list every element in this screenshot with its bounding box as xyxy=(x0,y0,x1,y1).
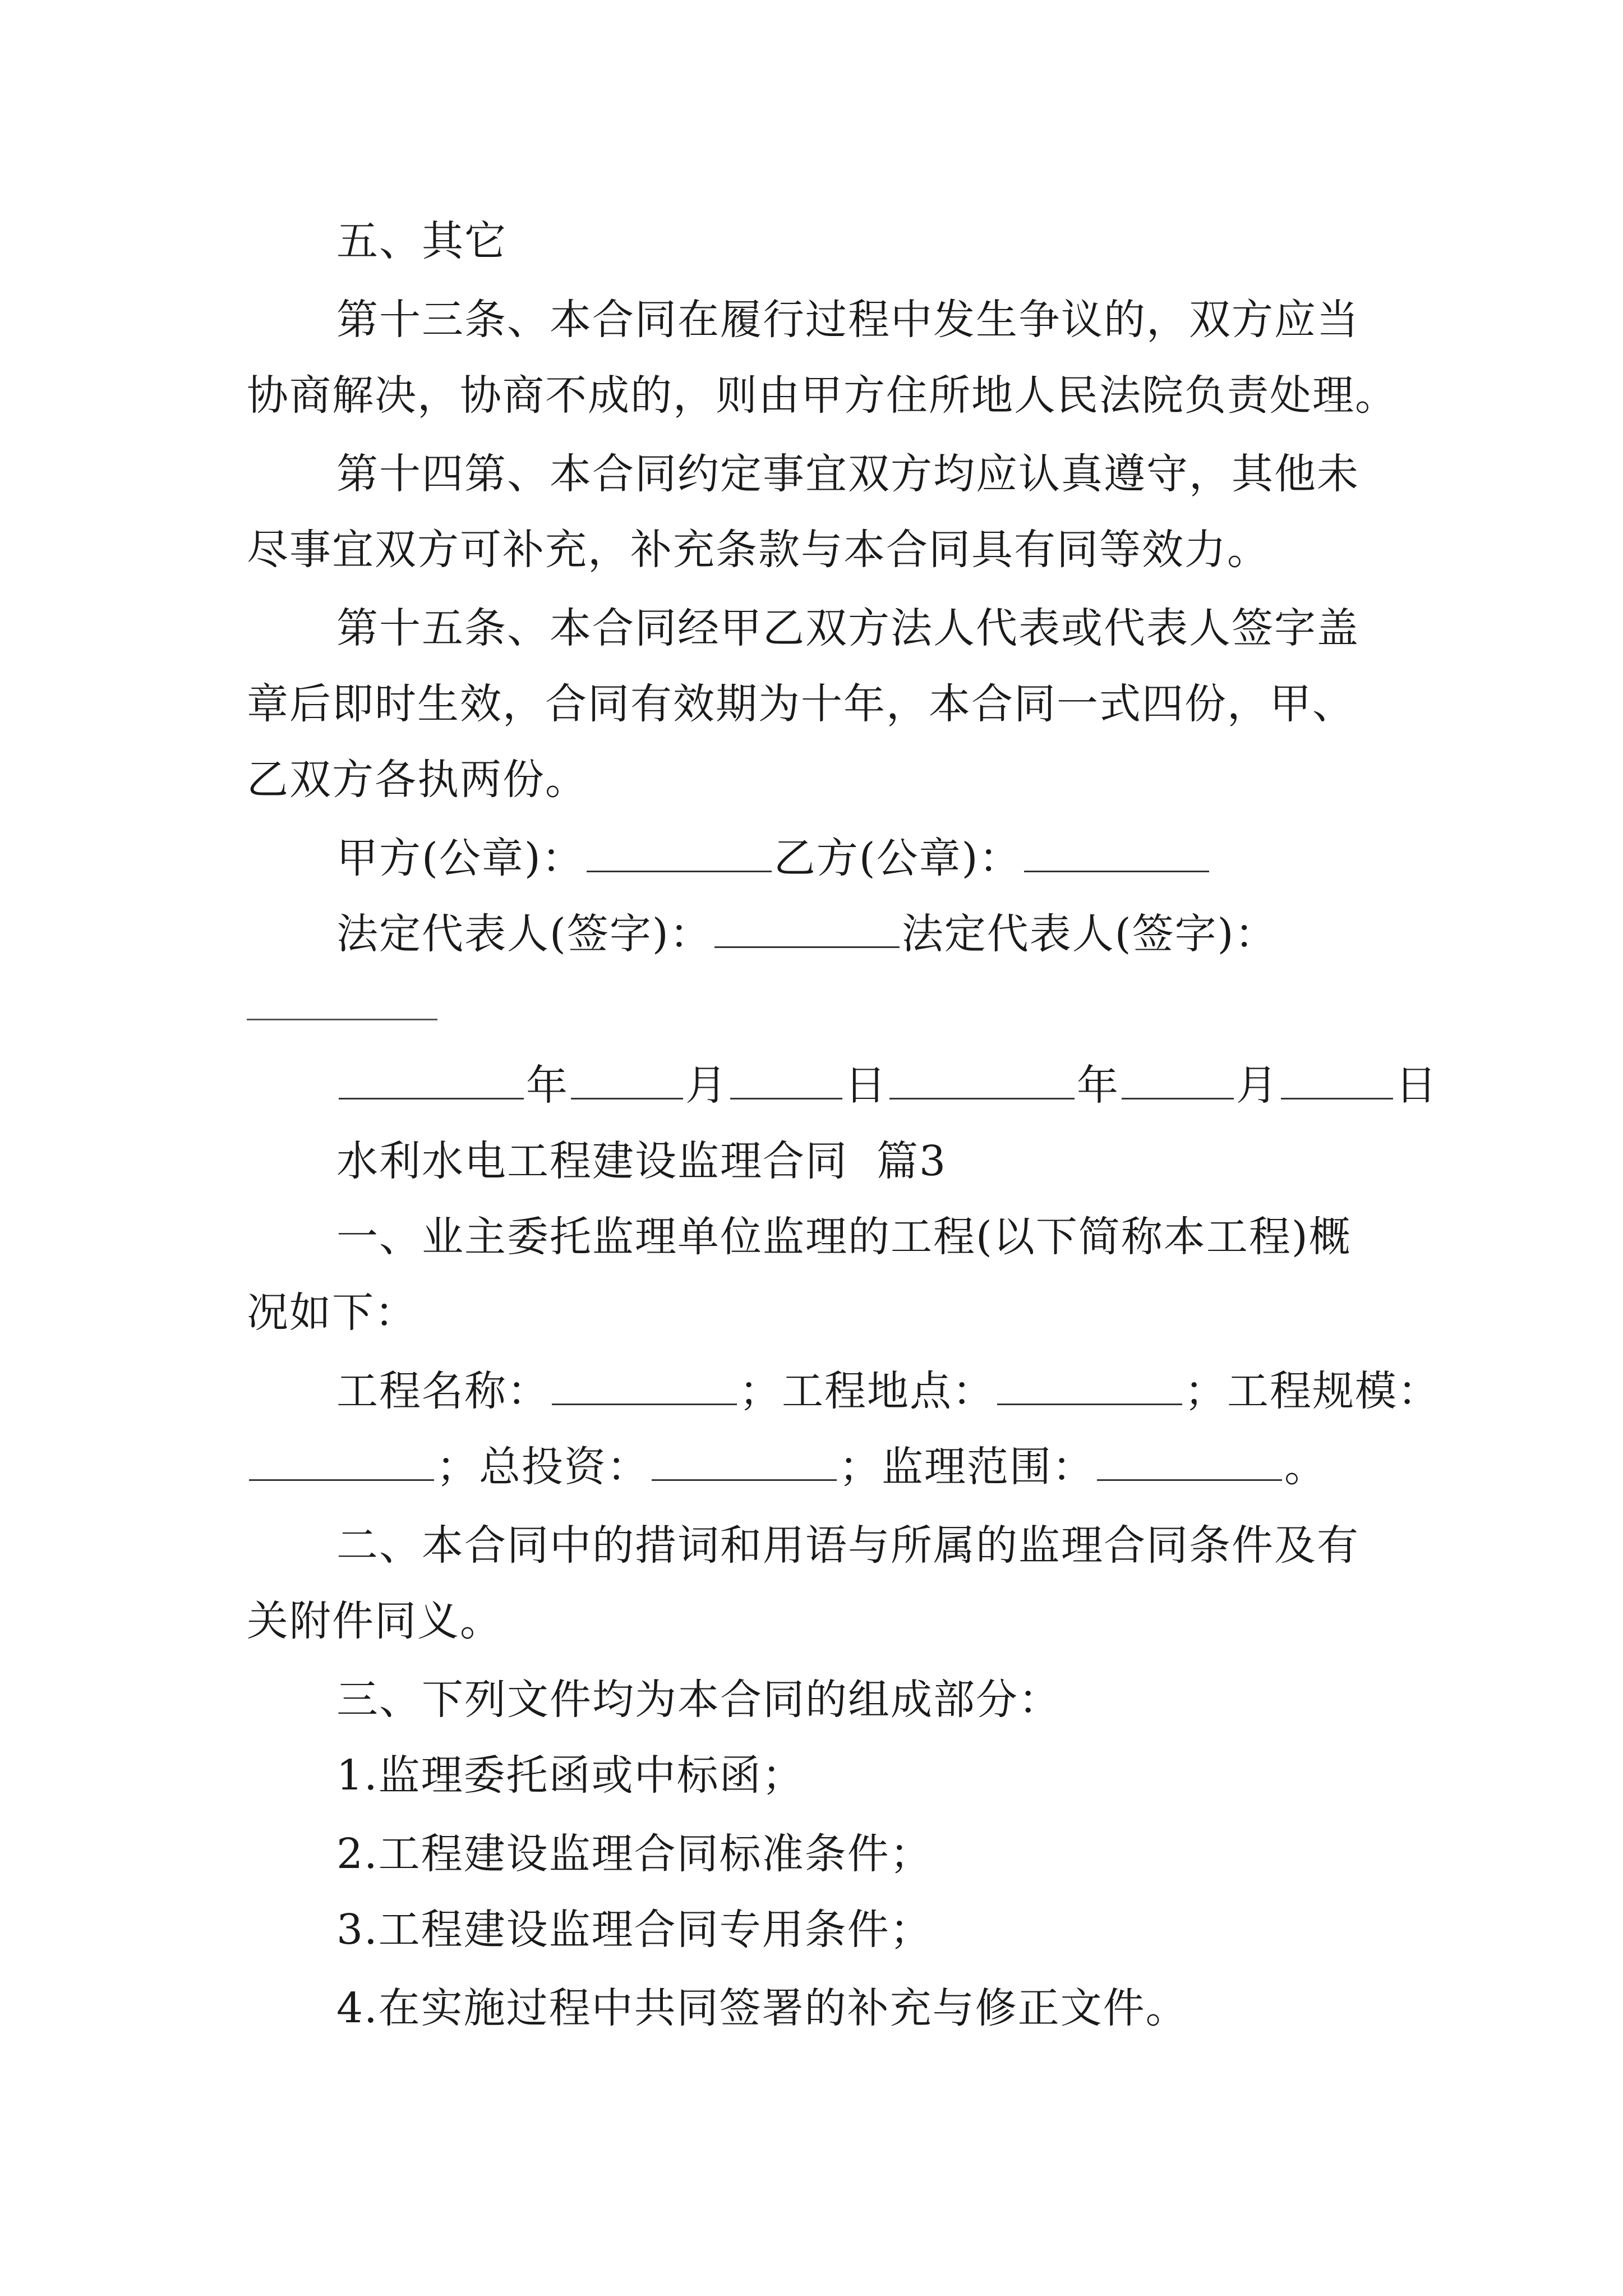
party-b-seal-blank xyxy=(1024,837,1209,872)
date-b-month-blank xyxy=(1122,1064,1234,1099)
date-a-year-blank xyxy=(339,1064,524,1099)
contract-3-item-2-line-1: 二、本合同中的措词和用语与所属的监理合同条件及有 xyxy=(336,1521,1359,1570)
doc-list-item: 1.监理委托函或中标函； xyxy=(336,1751,805,1800)
seal-line xyxy=(336,830,1211,886)
legal-rep-a-label: 法定代表人(签字)： xyxy=(336,910,712,958)
legal-rep-b-label: 法定代表人(签字)： xyxy=(901,910,1278,958)
date-a-day-blank xyxy=(730,1064,842,1099)
project-location-blank xyxy=(997,1370,1182,1405)
article-14-line-1: 第十四第、本合同约定事宜双方均应认真遵守，其他未 xyxy=(336,450,1359,498)
date-b-year: 年 xyxy=(1077,1061,1119,1110)
legal-rep-a-blank xyxy=(714,913,900,948)
contract-3-item-1-line-2: 况如下： xyxy=(247,1289,417,1337)
date-a-day: 日 xyxy=(845,1061,887,1110)
total-investment-blank xyxy=(652,1446,837,1481)
contract-3-item-3: 三、下列文件均为本合同的组成部分： xyxy=(336,1676,1061,1724)
project-name-label: 工程名称： xyxy=(336,1367,550,1415)
article-14-line-2: 尽事宜双方可补充，补充条款与本合同具有同等效力。 xyxy=(247,526,1270,574)
total-investment-label: ；总投资： xyxy=(436,1443,649,1491)
party-a-seal-blank xyxy=(587,837,772,872)
date-a-year: 年 xyxy=(526,1061,569,1110)
article-13-line-1: 第十三条、本合同在履行过程中发生争议的，双方应当 xyxy=(336,296,1359,344)
doc-list-item: 2.工程建设监理合同标准条件； xyxy=(336,1830,933,1878)
date-a-month-blank xyxy=(571,1064,683,1099)
project-scale-label: ；工程规模： xyxy=(1184,1367,1440,1415)
article-15-line-2: 章后即时生效，合同有效期为十年，本合同一式四份，甲、 xyxy=(247,680,1355,728)
legal-rep-b-blank xyxy=(247,1018,437,1020)
article-15-line-1: 第十五条、本合同经甲乙双方法人代表或代表人签字盖 xyxy=(336,604,1359,652)
date-a-month: 月 xyxy=(685,1061,728,1110)
party-a-seal-label: 甲方(公章)： xyxy=(336,834,584,882)
date-b-month: 月 xyxy=(1236,1061,1279,1110)
legal-rep-line xyxy=(336,906,1278,962)
project-info-line-1 xyxy=(336,1363,1440,1419)
date-b-year-blank xyxy=(889,1064,1075,1099)
doc-list-item: 4.在实施过程中共同签署的补充与修正文件。 xyxy=(336,1984,1188,2032)
project-name-blank xyxy=(552,1370,737,1405)
supervision-scope-blank xyxy=(1097,1446,1282,1481)
date-b-day-blank xyxy=(1281,1064,1393,1099)
section-five-heading: 五、其它 xyxy=(336,217,507,265)
contract-3-title: 水利水电工程建设监理合同 篇3 xyxy=(336,1137,947,1185)
article-15-line-3: 乙双方各执两份。 xyxy=(247,756,588,804)
supervision-scope-label: ；监理范围： xyxy=(839,1443,1095,1491)
project-location-label: ；工程地点： xyxy=(739,1367,995,1415)
doc-list-item: 3.工程建设监理合同专用条件； xyxy=(336,1906,933,1954)
contract-3-item-2-line-2: 关附件同义。 xyxy=(247,1597,502,1645)
project-scale-blank xyxy=(249,1446,434,1481)
project-info-line-2 xyxy=(247,1439,1327,1495)
party-b-seal-label: 乙方(公章)： xyxy=(773,834,1022,882)
end-period: 。 xyxy=(1284,1443,1327,1491)
date-b-day: 日 xyxy=(1395,1061,1438,1110)
contract-3-item-1-line-1: 一、业主委托监理单位监理的工程(以下简称本工程)概 xyxy=(336,1213,1352,1261)
date-line xyxy=(336,1057,1438,1114)
article-13-line-2: 协商解决，协商不成的，则由甲方住所地人民法院负责处理。 xyxy=(247,371,1398,420)
